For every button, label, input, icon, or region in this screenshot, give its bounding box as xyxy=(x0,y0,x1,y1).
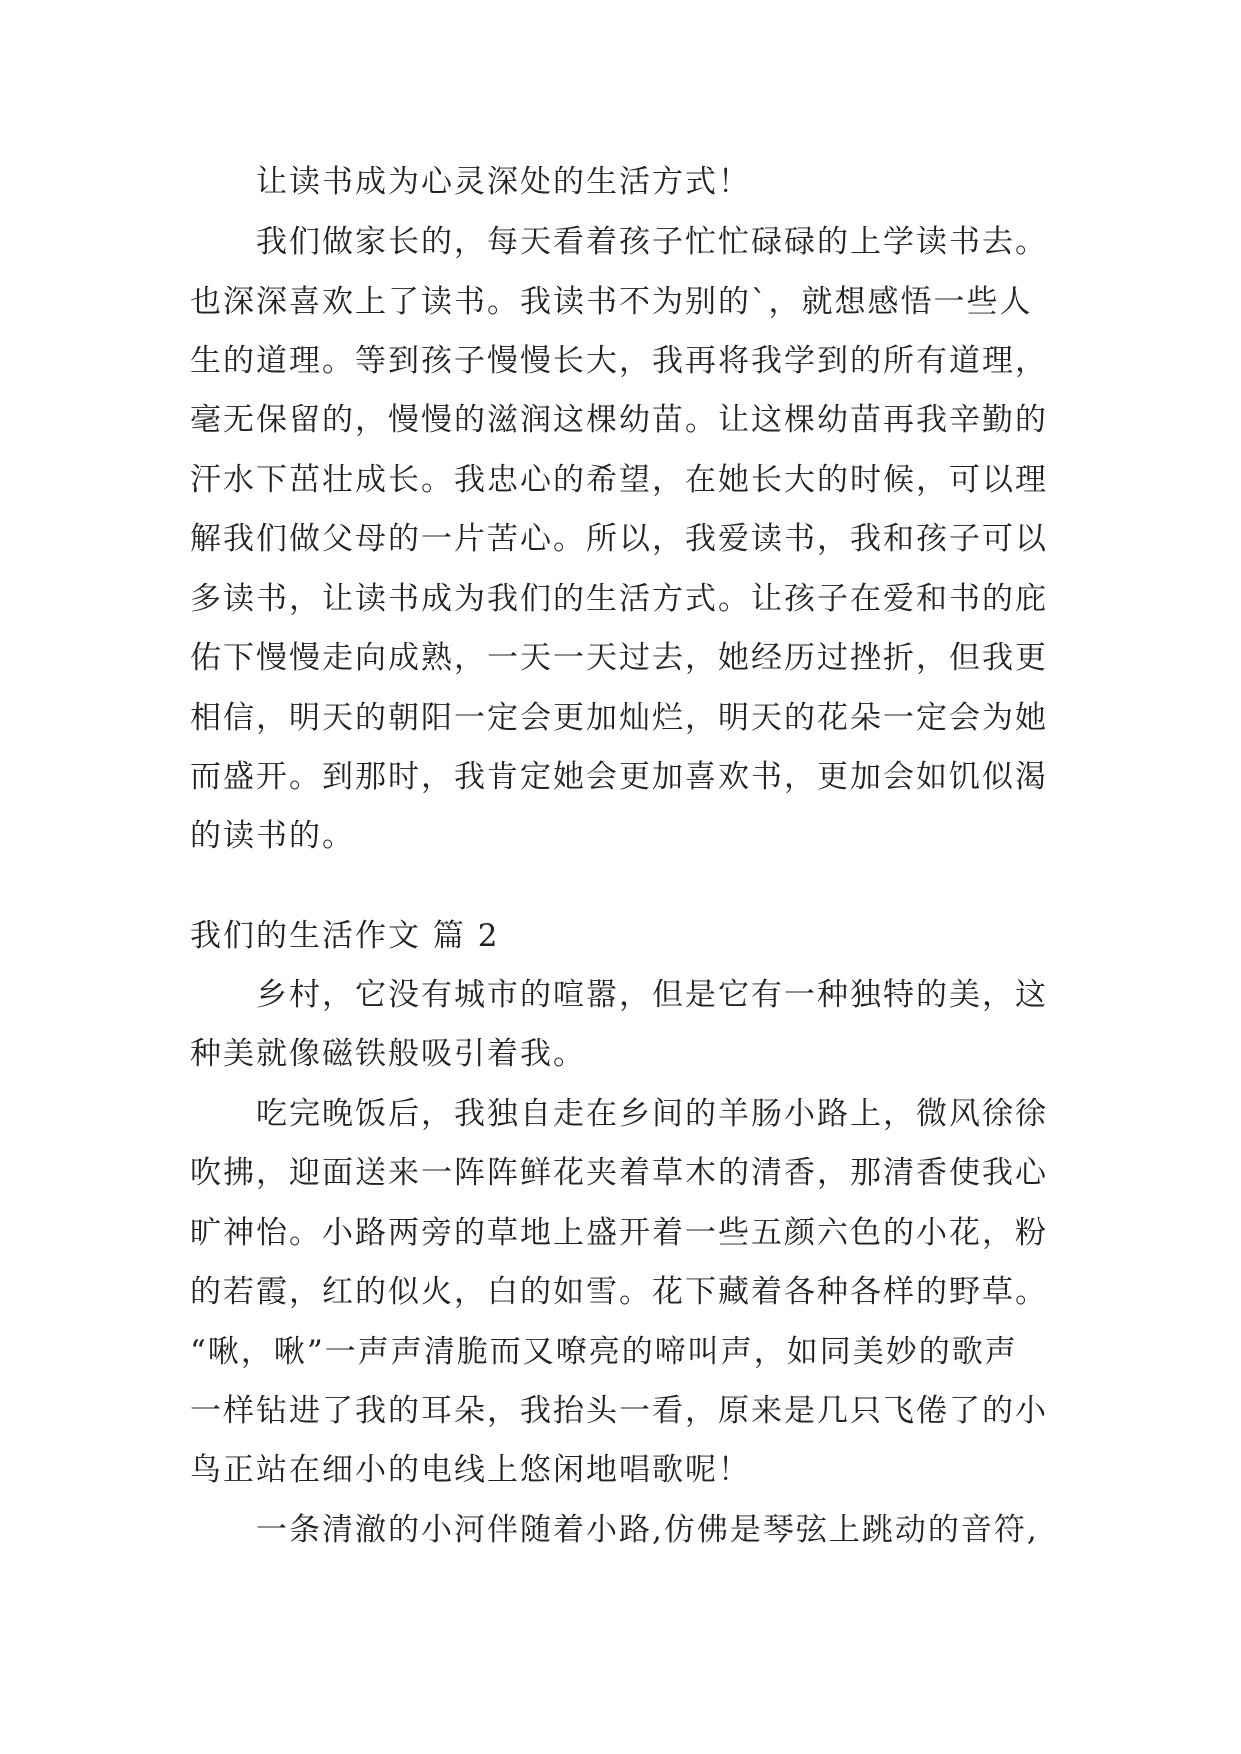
paragraph-line: 旷神怡。小路两旁的草地上盛开着一些五颜六色的小花，粉 xyxy=(190,1215,1048,1251)
paragraph-line: 汗水下茁壮成长。我忠心的希望，在她长大的时候，可以理 xyxy=(190,462,1048,498)
paragraph-line: 种美就像磁铁般吸引着我。 xyxy=(190,1036,586,1072)
paragraph-line: 佑下慢慢走向成熟，一天一天过去，她经历过挫折，但我更 xyxy=(190,640,1048,676)
paragraph-line: 的读书的。 xyxy=(190,818,355,854)
paragraph-line: 鸟正站在细小的电线上悠闲地唱歌呢！ xyxy=(190,1452,751,1488)
paragraph-line: 吃完晚饭后，我独自走在乡间的羊肠小路上，微风徐徐 xyxy=(256,1096,1048,1132)
paragraph-line: 让读书成为心灵深处的生活方式！ xyxy=(256,164,751,200)
paragraph-line: 吹拂，迎面送来一阵阵鲜花夹着草木的清香，那清香使我心 xyxy=(190,1155,1048,1191)
paragraph-line: 我们做家长的，每天看着孩子忙忙碌碌的上学读书去。 xyxy=(256,224,1048,260)
paragraph-line: 而盛开。到那时，我肯定她会更加喜欢书，更加会如饥似渴 xyxy=(190,759,1048,795)
paragraph-line: 相信，明天的朝阳一定会更加灿烂，明天的花朵一定会为她 xyxy=(190,700,1048,736)
paragraph-line: “啾，啾”一声声清脆而又嘹亮的啼叫声，如同美妙的歌声 xyxy=(190,1334,1018,1370)
paragraph-line: 解我们做父母的一片苦心。所以，我爱读书，我和孩子可以 xyxy=(190,521,1048,557)
paragraph-line: 一样钻进了我的耳朵，我抬头一看，原来是几只飞倦了的小 xyxy=(190,1393,1048,1429)
paragraph-line: 一条清澈的小河伴随着小路,仿佛是琴弦上跳动的音符, xyxy=(256,1512,1039,1548)
paragraph-line: 多读书，让读书成为我们的生活方式。让孩子在爱和书的庇 xyxy=(190,581,1048,617)
section-heading: 我们的生活作文 篇 2 xyxy=(190,918,500,954)
paragraph-line: 的若霞，红的似火，白的如雪。花下藏着各种各样的野草。 xyxy=(190,1274,1048,1310)
paragraph-line: 乡村，它没有城市的喧嚣，但是它有一种独特的美，这 xyxy=(256,977,1048,1013)
paragraph-line: 生的道理。等到孩子慢慢长大，我再将我学到的所有道理， xyxy=(190,343,1048,379)
paragraph-line: 也深深喜欢上了读书。我读书不为别的`，就想感悟一些人 xyxy=(190,284,1033,320)
paragraph-line: 毫无保留的，慢慢的滋润这棵幼苗。让这棵幼苗再我辛勤的 xyxy=(190,402,1048,438)
